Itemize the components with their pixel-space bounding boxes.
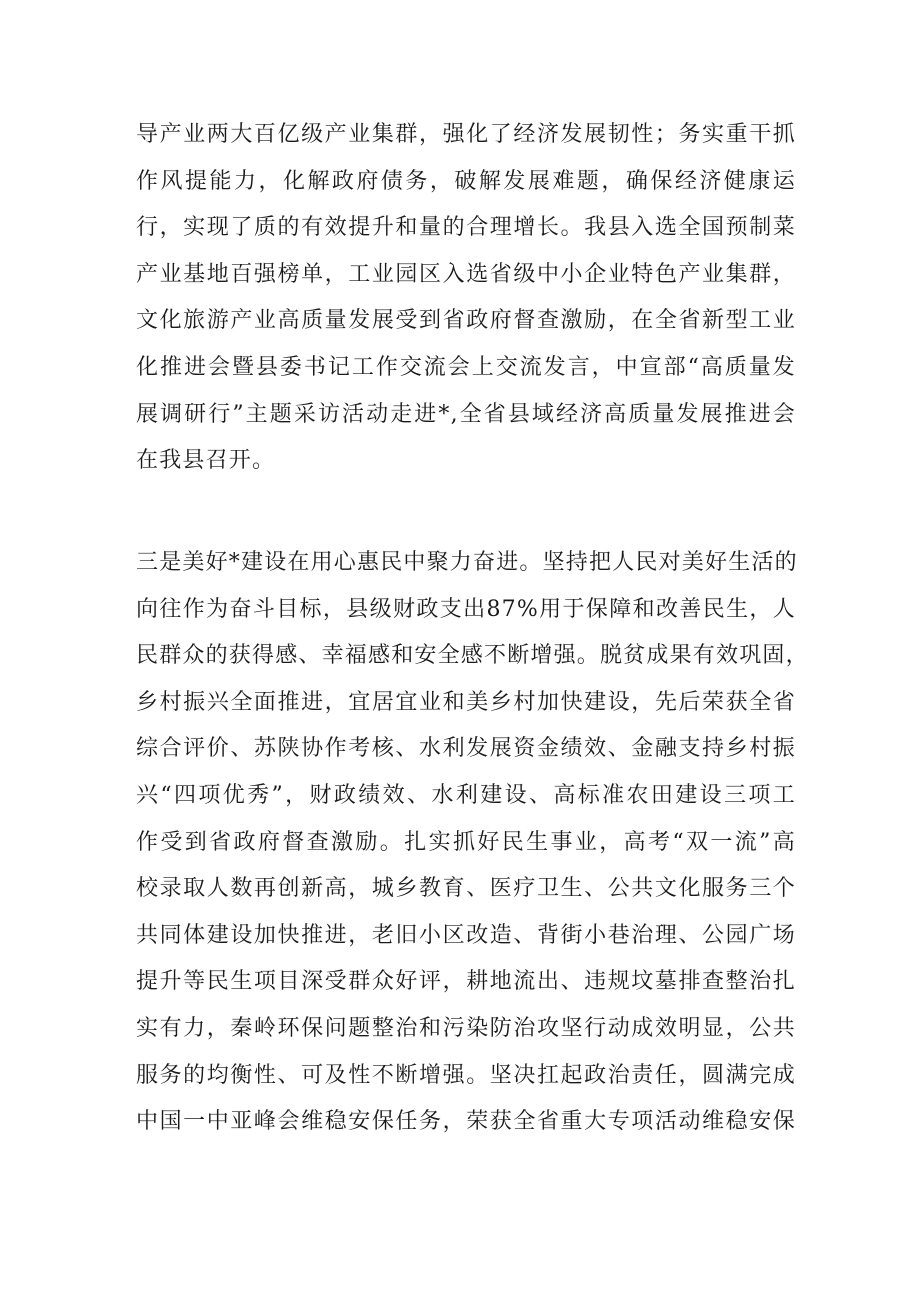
- text-line: 产业基地百强榜单，工业园区入选省级中小企业特色产业集群，: [136, 261, 796, 287]
- text-line: 化推进会暨县委书记工作交流会上交流发言，中宣部“高质量发: [136, 354, 796, 380]
- text-line: 文化旅游产业高质量发展受到省政府督查激励，在全省新型工业: [136, 308, 796, 334]
- text-line: 展调研行”主题采访活动走进*,全省县域经济高质量发展推进会: [136, 401, 796, 427]
- text-line: 综合评价、苏陕协作考核、水利发展资金绩效、金融支持乡村振: [136, 736, 796, 762]
- text-line: 民群众的获得感、幸福感和安全感不断增强。脱贫成果有效巩固，: [136, 643, 809, 669]
- paragraph-livelihood: [136, 540, 809, 1146]
- text-line: 三是美好*建设在用心惠民中聚力奋进。坚持把人民对美好生活的: [136, 550, 798, 575]
- paragraph-economy: [136, 112, 796, 485]
- text-line: 服务的均衡性、可及性不断增强。坚决扛起政治责任，圆满完成: [136, 1062, 796, 1088]
- text-line: 中国一中亚峰会维稳安保任务，荣获全省重大专项活动维稳安保: [136, 1109, 796, 1135]
- text-line: 校录取人数再创新高，城乡教育、医疗卫生、公共文化服务三个: [136, 876, 796, 902]
- text-line: 作风提能力，化解政府债务，破解发展难题，确保经济健康运: [136, 168, 796, 194]
- text-line-last: 在我县召开。: [136, 448, 276, 474]
- text-line: 实有力，秦岭环保问题整治和污染防治攻坚行动成效明显，公共: [136, 1015, 796, 1041]
- text-line: 共同体建设加快推进，老旧小区改造、背街小巷治理、公园广场: [136, 922, 796, 948]
- text-line: 行，实现了质的有效提升和量的合理增长。我县入选全国预制菜: [136, 215, 796, 241]
- text-line: 向往作为奋斗目标，县级财政支出87%用于保障和改善民生，人: [136, 596, 796, 622]
- text-line: 作受到省政府督查激励。扎实抓好民生事业，高考“双一流”高: [136, 829, 796, 855]
- text-line: 兴“四项优秀”，财政绩效、水利建设、高标准农田建设三项工: [136, 782, 796, 808]
- text-line: 提升等民生项目深受群众好评，耕地流出、违规坟墓排查整治扎: [136, 969, 796, 995]
- text-line: 导产业两大百亿级产业集群，强化了经济发展韧性；务实重干抓: [136, 122, 796, 147]
- text-line: 乡村振兴全面推进，宜居宜业和美乡村加快建设，先后荣获全省: [136, 689, 796, 715]
